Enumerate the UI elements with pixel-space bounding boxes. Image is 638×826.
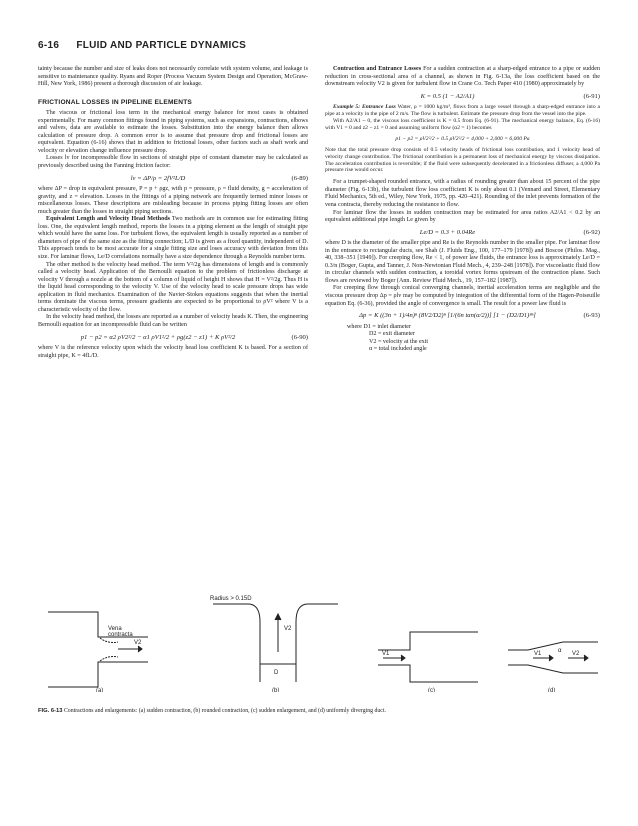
paragraph-text: For a sudden contraction at a sharp-edged entrance to a pipe or sudden reduction in cross-sectional area of a channel, as shown in Fig. 6-13a, the loss coefficient based on the downstream velocity V2 is given for turbulent flow in Crane Co. Tech Paper 410 (1980) approximately by <box>325 66 601 88</box>
example-head: Example 5: Entrance Loss <box>333 104 396 111</box>
equation-body: p1 − p2 = ρV2²/2 + 0.5 ρV2²/2 = 4,000 + 2,000 = 6,000 Pa <box>395 135 530 142</box>
figure-label: FIG. 6-13 <box>38 708 63 714</box>
radius-label: Radius > 0.15D <box>210 596 252 602</box>
paragraph: tainty because the number and size of leaks does not necessarily correlate with system volume, and leakage is sensitive to maintenance quality. Ryans and Roper (Process Vacuum System Design and Operation, McGraw-Hill, New York, 1986) present a thorough discussion of air leakage. <box>38 66 308 88</box>
equation-body: lv = ΔP/ρ = 2fV²L/D <box>130 174 186 182</box>
diagram-sudden-contraction <box>48 612 148 687</box>
where-list <box>325 324 600 354</box>
paragraph <box>38 216 308 261</box>
diagram-diverging-duct <box>508 642 598 673</box>
paragraph: In the velocity head method, the losses are reported as a number of velocity heads K. Then, the engineering Bernoulli equation for an incompressible fluid can be written <box>38 314 308 328</box>
right-column <box>325 66 600 356</box>
where-item: D2 = exit diameter <box>369 331 415 338</box>
where-item: α = total included angle <box>369 346 427 353</box>
subfigure-label: (a) <box>96 688 104 692</box>
subfigure-label: (d) <box>548 688 556 692</box>
paragraph: Losses lv for incompressible flow in sections of straight pipe of constant diameter may be calculated as previously described using the Fanning friction factor: <box>38 155 308 170</box>
paragraph-text: Two methods are in common use for estimating fitting loss. One, the equivalent length method, reports the losses in a piping element as the length of straight pipe which would have the same loss. For turbulent flows, the equivalent length is usually reported as a number of diameters of pipe of the same size as the fitting connection; L/D is given as a fixed quantity, independent of D. This approach tends to be most accurate for a single fitting size and loses accuracy with deviation from this size. For laminar flows, Le/D correlations normally have a size dependence through a Reynolds number term. <box>38 216 308 261</box>
figure-caption <box>38 708 600 714</box>
equation-6-89 <box>38 175 308 183</box>
equation-6-91 <box>325 93 600 101</box>
paragraph: For laminar flow the losses in sudden contraction may be estimated for area ratios A2/A1 < 0.2 by an equivalent additional pipe length Le given by <box>325 209 600 224</box>
paragraph <box>325 66 600 89</box>
equation-number: (6-89) <box>291 174 308 182</box>
v1-label-c: V1 <box>382 651 390 657</box>
example-paragraph: With A2/A1 ~ 0, the viscous loss coefficient is K = 0.5 from Eq. (6-91). The mechanical energy balance, Eq. (6-16) with V1 = 0 and z2 − z1 = 0 and assuming uniform flow (α2 = 1) becomes <box>325 118 600 131</box>
equation-number: (6-92) <box>583 228 600 236</box>
example-paragraph <box>325 104 600 118</box>
paragraph: For a trumpet-shaped rounded entrance, with a radius of rounding greater than about 15 percent of the pipe diameter (Fig. 6-13b), the turbulent flow loss coefficient K is only about 0.1 (Vennard and Street, Elementary Fluid Mechanics, 5th ed., Wiley, New York, 1975, pp. 420–421). Rounding of the inlet prevents formation of the vena contracta, thereby reducing the resistance to flow. <box>325 179 600 208</box>
v1-label-d: V1 <box>534 651 542 657</box>
v2-label-d: V2 <box>572 651 580 657</box>
subfigure-label: (b) <box>272 688 280 692</box>
equation-body: p1 − p2 = α2 ρV2²/2 − α1 ρV1²/2 + ρg(z2 − z1) + K ρV²/2 <box>80 333 236 341</box>
example-equation <box>325 136 600 143</box>
paragraph: For creeping flow through conical converging channels, inertial acceleration terms are negligible and the viscous pressure drop Δp = ρlv may be computed by integration of the differential form of the Hagen-Poiseuille equation Eq. (6-36), provided the angle of convergence is small. The result for a power law fluid is <box>325 285 600 307</box>
equation-body: Le/D = 0.3 + 0.04Re <box>419 228 476 236</box>
equation-number: (6-93) <box>583 312 600 320</box>
d-label: D <box>274 670 279 676</box>
equation-6-92 <box>325 229 600 237</box>
figure-6-13 <box>38 592 600 692</box>
paragraph: where ΔP = drop in equivalent pressure, P = p + ρgz, with p = pressure, ρ = fluid density, g = acceleration of gravity, and z = elevation. Losses in the fittings of a piping network are frequently termed minor losses or miscellaneous losses. These descriptions are misleading because in process piping fitting losses are often much greater than the losses in straight piping sections. <box>38 186 308 215</box>
equation-6-93 <box>325 312 600 320</box>
running-title: FLUID AND PARTICLE DYNAMICS <box>76 40 247 51</box>
example-text: Water, ρ = 1000 kg/m³, flows from a large vessel through a sharp-edged entrance into a pipe at a velocity in the pipe of 2 m/s. The flow is turbulent. Estimate the pressure drop from the vessel into the pipe. <box>325 104 600 118</box>
v2-label-a: V2 <box>134 640 142 646</box>
example-paragraph: Note that the total pressure drop consists of 0.5 velocity heads of frictional loss contribution, and 1 velocity head of velocity change contribution. The frictional contribution is a permanent loss of mechanical energy by viscous dissipation. The acceleration contribution is reversible; if the fluid were subsequently decelerated in a frictionless diffuser, a 4,000 Pa pressure rise would occur. <box>325 146 600 174</box>
page-number: 6-16 <box>38 40 60 51</box>
paragraph: The viscous or frictional loss term in the mechanical energy balance for most cases is obtained experimentally. For many common fittings found in piping systems, such as expansions, contractions, elbows and valves, data are available to estimate the losses. Substitution into the energy balance then allows calculation of pressure drop. A common error is to assume that pressure drop and frictional losses are equivalent. Equation (6-16) shows that in addition to frictional losses, other factors such as shaft work and velocity or elevation change influence pressure drop. <box>38 110 308 154</box>
section-title: FRICTIONAL LOSSES IN PIPELINE ELEMENTS <box>38 98 193 106</box>
run-in-head: Equivalent Length and Velocity Head Methods <box>46 216 170 223</box>
caption-text: Contractions and enlargements: (a) sudden contraction, (b) rounded contraction, (c) sudden enlargement, and (d) uniformly diverging duct. <box>63 708 386 714</box>
equation-6-90 <box>38 334 308 342</box>
paragraph: The other method is the velocity head method. The term V²/2g has dimensions of length and is commonly called a velocity head. Application of the Bernoulli equation to the problem of frictionless discharge at velocity V through a nozzle at the bottom of a column of liquid of height H shows that H = V²/2g. Thus H is the liquid head corresponding to the velocity V. Use of the velocity head to scale pressure drops has wide application in fluid mechanics. Examination of the Navier-Stokes equations suggests that when the inertial terms dominate the viscous terms, pressure gradients are expected to be proportional to ρV² where V is a characteristic velocity of the flow. <box>38 261 308 313</box>
subfigure-label: (c) <box>428 688 435 692</box>
contracta-label: contracta <box>108 632 133 638</box>
run-in-head: Contraction and Entrance Losses <box>333 66 422 72</box>
diagram-sudden-enlargement <box>378 632 478 682</box>
left-column <box>38 66 308 360</box>
vena-label: Vena <box>108 626 122 632</box>
equation-body: K = 0.5 (1 − A2/A1) <box>420 92 475 100</box>
equation-number: (6-91) <box>583 92 600 100</box>
alpha-label: α <box>558 648 562 654</box>
v2-label-b: V2 <box>284 626 292 632</box>
paragraph: where D is the diameter of the smaller pipe and Re is the Reynolds number in the smaller pipe. For laminar flow in the entrance to rectangular ducts, see Shah (J. Fluids Eng., 100, 177–179 [1978]) and Boscoe (Philos. Mag., 40, 338–351 [1949]). For creeping flow, Re < 1, of power law fluids, the entrance loss is approximately Le/D = 0.3/n (Boger, Gupta, and Tanner, J. Non-Newtonian Fluid Mech., 4, 239–248 [1978]). For viscoelastic fluid flow in circular channels with sudden contraction, a toroidal vortex forms upstream of the contraction plane. Such flows are reviewed by Boger (Ann. Review Fluid Mech., 19, 157–182 [1987]). <box>325 240 600 284</box>
paragraph: where V is the reference velocity upon which the velocity head loss coefficient K is based. For a section of straight pipe, K = 4fL/D. <box>38 345 308 359</box>
equation-body: Δp = K ((3n + 1)/4n)ⁿ (8V2/D2)ⁿ [1/(6n tan(α/2))] [1 − (D2/D1)³ⁿ] <box>359 312 536 320</box>
where-item: where D1 = inlet diameter <box>347 323 412 330</box>
equation-number: (6-90) <box>291 333 308 341</box>
page-header <box>38 40 246 51</box>
where-item: V2 = velocity at the exit <box>369 338 429 345</box>
